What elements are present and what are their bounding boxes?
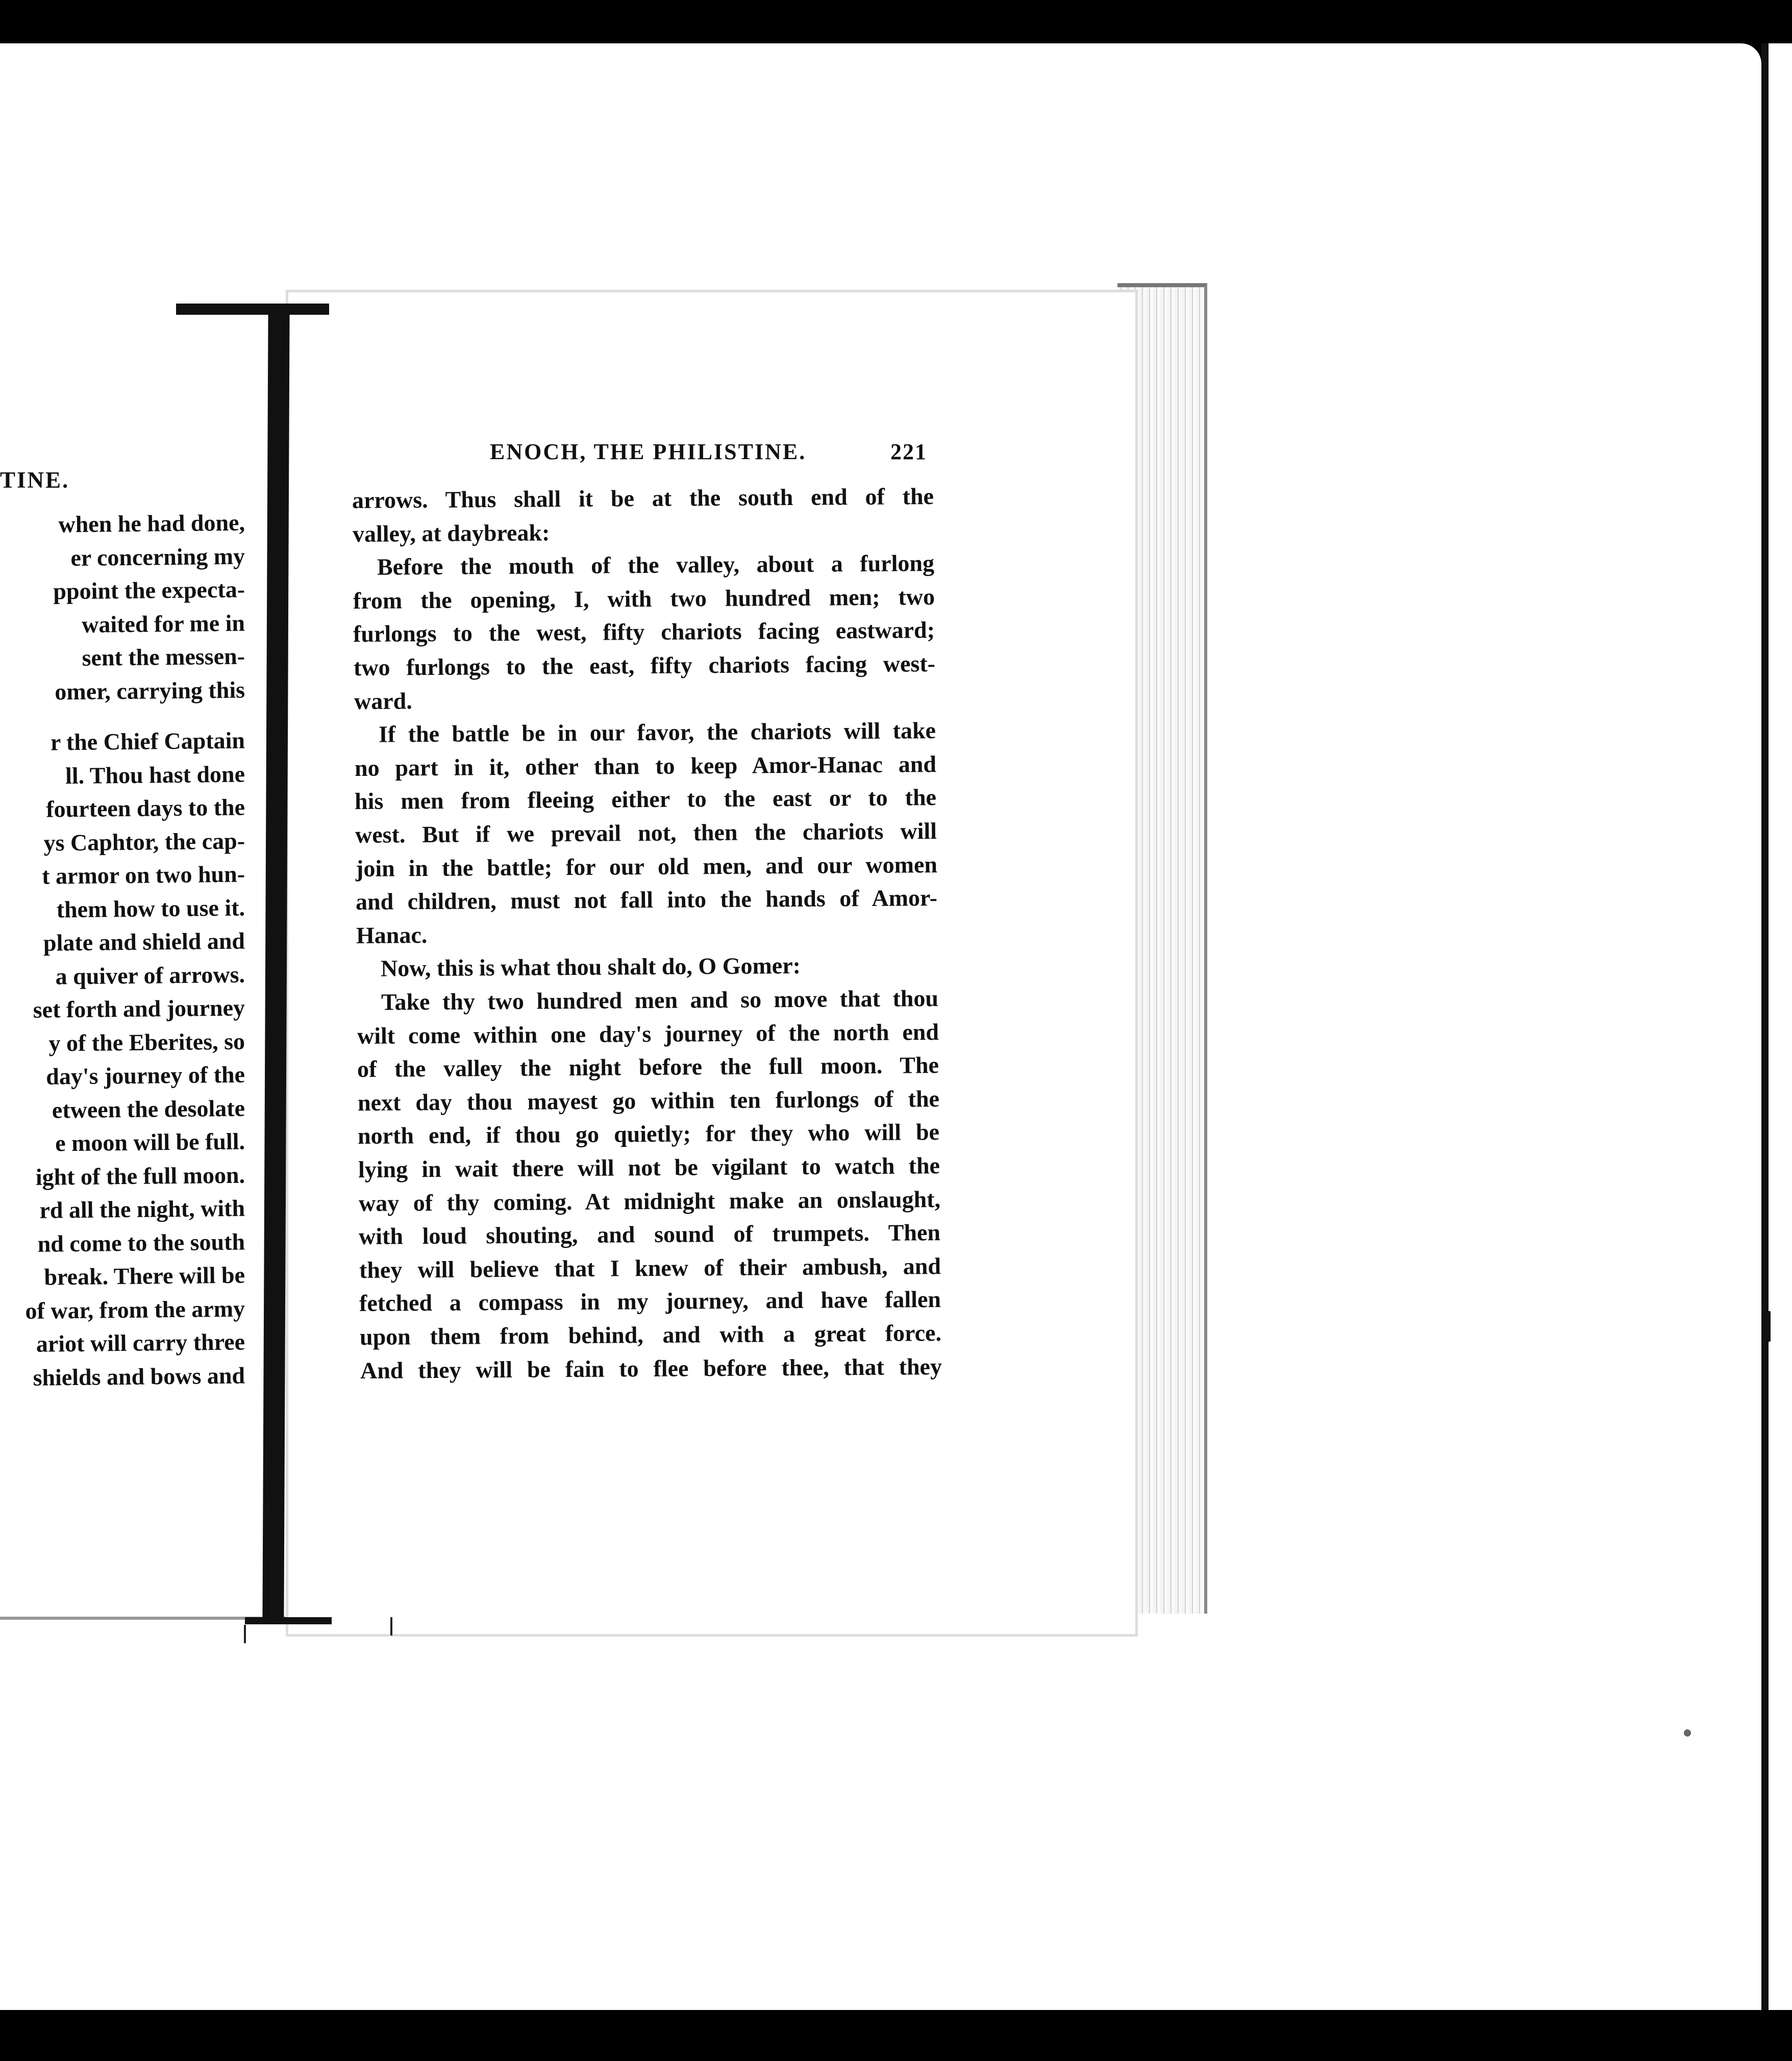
page-number: 221 <box>890 439 927 464</box>
right-text-line: his men from fleeing either to the east or to the <box>355 784 937 815</box>
right-text-line: Before the mouth of the valley, about a furlong <box>377 550 935 580</box>
left-text-line: break. There will be <box>44 1262 245 1290</box>
right-text-line: valley, at daybreak: <box>352 519 550 547</box>
left-text-line: ight of the full moon. <box>35 1161 245 1190</box>
right-text-line: no part in it, other than to keep Amor-Hanac and <box>354 750 936 781</box>
right-text-line: fetched a compass in my journey, and have fallen <box>359 1286 941 1317</box>
right-text-line: arrows. Thus shall it be at the south end of the <box>352 483 934 513</box>
right-text-line: Take thy two hundred men and so move that thou <box>381 985 939 1015</box>
left-running-head: TINE. <box>0 467 70 493</box>
right-text-line: two furlongs to the east, fifty chariots facing west- <box>353 650 936 681</box>
right-text-line: Hanac. <box>356 921 428 948</box>
right-text-line: north end, if thou go quietly; for they who will be <box>358 1119 940 1149</box>
left-text-line: e moon will be full. <box>55 1128 245 1157</box>
left-text-line: ys Caphtor, the cap- <box>43 827 245 856</box>
left-text-line: omer, carrying this <box>55 676 245 705</box>
right-text-line: ward. <box>354 687 412 714</box>
scanner-frame-top <box>0 0 1792 43</box>
scan-mark <box>1761 1311 1771 1342</box>
left-text-line: etween the desolate <box>52 1094 245 1123</box>
left-text-line: er concerning my <box>70 542 245 571</box>
left-text-line: of war, from the army <box>25 1295 245 1324</box>
left-text-line: y of the Eberites, so <box>48 1027 245 1057</box>
left-text-line: shields and bows and <box>33 1362 245 1391</box>
gutter-top-edge <box>176 304 329 315</box>
right-text-line: furlongs to the west, fifty chariots facing eastward; <box>353 617 935 647</box>
right-text-line: next day thou mayest go within ten furlongs of the <box>357 1085 939 1116</box>
right-text-line: way of thy coming. At midnight make an onslaught, <box>358 1186 940 1216</box>
right-text-line: wilt come within one day's journey of the north end <box>357 1018 939 1049</box>
right-running-head: ENOCH, THE PHILISTINE. <box>490 439 807 464</box>
right-text-line: lying in wait there will not be vigilant to watch the <box>358 1152 940 1183</box>
left-text-line: waited for me in <box>81 609 245 638</box>
gutter-bottom-edge <box>245 1617 332 1624</box>
left-text-line: ariot will carry three <box>36 1328 245 1357</box>
left-text-line: a quiver of arrows. <box>55 961 245 989</box>
tick-mark <box>244 1625 246 1643</box>
scanner-frame-right <box>1761 43 1792 2010</box>
left-text-line: them how to use it. <box>56 894 245 922</box>
right-text-line: Now, this is what thou shalt do, O Gomer: <box>381 952 801 982</box>
left-text-line: when he had done, <box>58 509 245 538</box>
right-text-line: from the opening, I, with two hundred men; two <box>353 583 935 614</box>
right-text-line: join in the battle; for our old men, and our women <box>355 851 937 882</box>
right-text-line: upon them from behind, and with a great force. <box>359 1320 942 1350</box>
right-text-line: of the valley the night before the full moon. The <box>357 1052 939 1083</box>
left-text-line: ppoint the expecta- <box>53 576 245 605</box>
left-text-line: r the Chief Captain <box>50 727 245 756</box>
right-text-line: And they will be fain to flee before thee, that they <box>360 1353 942 1384</box>
left-text-line: rd all the night, with <box>39 1195 245 1223</box>
left-text-line: day's journey of the <box>46 1061 245 1090</box>
left-text-line: plate and shield and <box>43 927 245 956</box>
left-text-line: set forth and journey <box>33 994 245 1023</box>
left-text-line: fourteen days to the <box>46 794 245 822</box>
left-text-line: t armor on two hun- <box>41 861 245 889</box>
left-text-line: sent the messen- <box>82 643 245 671</box>
left-text-line: ll. Thou hast done <box>65 760 245 789</box>
right-text-line: If the battle be in our favor, the chariots will take <box>379 717 936 747</box>
tick-mark <box>390 1617 392 1636</box>
scanner-frame-bottom <box>0 2010 1792 2061</box>
right-text-line: with loud shouting, and sound of trumpets. Then <box>359 1219 941 1250</box>
left-text-line: nd come to the south <box>37 1228 245 1257</box>
right-text-line: west. But if we prevail not, then the chariots will <box>355 818 937 848</box>
right-text-line: they will believe that I knew of their ambush, and <box>359 1252 941 1283</box>
scan-speck <box>1684 1729 1691 1737</box>
right-text-line: and children, must not fall into the hands of Amor- <box>356 885 938 915</box>
